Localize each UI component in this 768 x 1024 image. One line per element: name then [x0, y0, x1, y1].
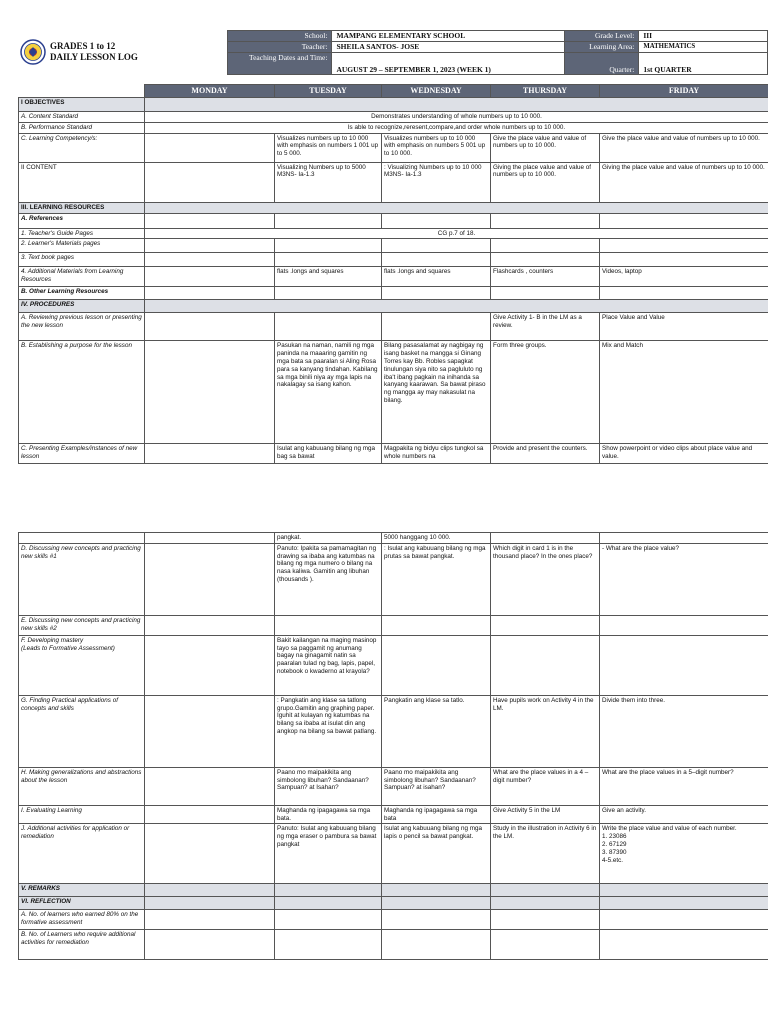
content-thursday: Giving the place value and value of numbers up to 10 000.	[491, 162, 600, 202]
lesson-table-page-2	[18, 532, 768, 960]
practical-label: G. Finding Practical applications of concepts and skills	[19, 695, 145, 767]
quarter-label: Quarter:	[565, 53, 639, 75]
reviewing-wednesday	[382, 313, 491, 341]
day-friday: FRIDAY	[600, 85, 768, 98]
evaluating-monday	[145, 805, 275, 824]
day-thursday: THURSDAY	[491, 85, 600, 98]
establishing-friday: Mix and Match	[600, 341, 768, 444]
evaluating-wednesday: Maghanda ng ipagagawa sa mga bata	[382, 805, 491, 824]
discussing-1-monday	[145, 543, 275, 615]
additional-activities-friday: Write the place value and value of each number. 1. 23086 2. 67129 3. 87390 4-5.etc.	[600, 824, 768, 884]
reviewing-thursday: Give Activity 1- B in the LM as a review.	[491, 313, 600, 341]
discussing-1-tuesday: Panuto: Ipakita sa pamamagitan ng drawing sa ibaba ang katumbas na bilang ng mga numero o bilang na nasa kaliwa. Gamitin ang libuhan (thousands ).	[275, 543, 382, 615]
grade-label: Grade Level:	[565, 31, 639, 42]
content-standard-label: A. Content Standard	[19, 112, 145, 123]
continued-monday	[145, 533, 275, 544]
competency-tuesday: Visualizes numbers up to 10 000 with emphasis on numbers 1 001 up to 5 000.	[275, 133, 382, 162]
additional-wednesday: flats .longs and squares	[382, 267, 491, 287]
practical-tuesday: : Pangkatin ang klase sa tatlong grupo.Gamitin ang graphing paper. Iguhit at kulayan ng katumbas na bilang sa ibaba at isulat din ang angkop na bilang sa bawat patlang.	[275, 695, 382, 767]
generalizations-friday: What are the place values in a 5–digit number?	[600, 767, 768, 805]
competency-friday: Give the place value and value of numbers up to 10 000.	[600, 133, 768, 162]
discussing-1-wednesday: : Isulat ang kabuuang bilang ng mga prutas sa bawat pangkat.	[382, 543, 491, 615]
practical-thursday: Have pupils work on Activity 4 in the LM.	[491, 695, 600, 767]
presenting-monday	[145, 444, 275, 464]
reflection-heading: VI. REFLECTION	[19, 897, 145, 910]
continued-thursday	[491, 533, 600, 544]
corner-cell	[19, 85, 145, 98]
additional-monday	[145, 267, 275, 287]
additional-tuesday: flats .longs and squares	[275, 267, 382, 287]
reviewing-friday: Place Value and Value	[600, 313, 768, 341]
continued-friday	[600, 533, 768, 544]
continued-tuesday: pangkat.	[275, 533, 382, 544]
additional-activities-wednesday: Isulat ang kabuuang bilang ng mga lapis o pencil sa bawat pangkat.	[382, 824, 491, 884]
evaluating-label: I. Evaluating Learning	[19, 805, 145, 824]
additional-activities-thursday: Study in the illustration in Activity 6 in the LM.	[491, 824, 600, 884]
mastery-label: F. Developing mastery (Leads to Formative Assessment)	[19, 635, 145, 695]
area-label: Learning Area:	[565, 42, 639, 53]
additional-friday: Videos, laptop	[600, 267, 768, 287]
evaluating-thursday: Give Activity 5 in the LM	[491, 805, 600, 824]
generalizations-tuesday: Paano mo maipakikita ang simbolong libuhan? Sandaanan? Sampuan? at Isahan?	[275, 767, 382, 805]
competency-wednesday: Visualizes numbers up to 10 000 with emphasis on numbers 5 001 up to 10 000.	[382, 133, 491, 162]
procedures-heading: IV. PROCEDURES	[19, 300, 145, 313]
quarter-value: 1st QUARTER	[639, 53, 768, 75]
mastery-monday	[145, 635, 275, 695]
continued-wednesday: 5000 hanggang 10 000.	[382, 533, 491, 544]
objectives-heading: I OBJECTIVES	[19, 98, 145, 112]
lm-label: 2. Learner's Materials pages	[19, 239, 145, 253]
generalizations-wednesday: Paano mo maipakikita ang simbolong libuhan? Sandaanan? Sampuan? at isahan?	[382, 767, 491, 805]
additional-activities-label: J. Additional activities for application or remediation	[19, 824, 145, 884]
reviewing-tuesday	[275, 313, 382, 341]
other-resources-label: B. Other Learning Resources	[19, 287, 145, 300]
practical-wednesday: Pangkatin ang klase sa tatlo.	[382, 695, 491, 767]
school-value: MAMPANG ELEMENTARY SCHOOL	[332, 31, 565, 42]
grade-value: III	[639, 31, 768, 42]
generalizations-label: H. Making generalizations and abstractions about the lesson	[19, 767, 145, 805]
reflection-b-label: B. No. of Learners who require additional activities for remediation	[19, 930, 145, 960]
discussing-2-label: E. Discussing new concepts and practicing new skills #2	[19, 615, 145, 635]
title-block	[18, 31, 228, 75]
establishing-wednesday: Bilang pasasalamat ay nagbigay ng isang basket na mangga si Ginang Torres kay Bb. Robles sapagkat tinulungan siya nito sa pagluluto ng iba't ibang pagkain na inihanda sa kanyang kaarawan. Sa bawat piraso ng mangga ay may nakasulat na bilang.	[382, 341, 491, 444]
content-tuesday: Visualizing Numbers up to 5000 M3NS- Ia-1.3	[275, 162, 382, 202]
day-wednesday: WEDNESDAY	[382, 85, 491, 98]
area-value: MATHEMATICS	[639, 42, 768, 53]
teacher-value: SHEILA SANTOS- JOSE	[332, 42, 565, 53]
tg-label: 1. Teacher's Guide Pages	[19, 228, 145, 239]
day-tuesday: TUESDAY	[275, 85, 382, 98]
presenting-label: C. Presenting Examples/instances of new lesson	[19, 444, 145, 464]
establishing-monday	[145, 341, 275, 444]
competency-thursday: Give the place value and value of numbers up to 10 000.	[491, 133, 600, 162]
additional-materials-label: 4. Additional Materials from Learning Resources	[19, 267, 145, 287]
content-friday: Giving the place value and value of numbers up to 10 000.	[600, 162, 768, 202]
day-monday: MONDAY	[145, 85, 275, 98]
competency-label: C. Learning Competency/s:	[19, 133, 145, 162]
additional-activities-tuesday: Panuto: Isulat ang kabuuang bilang ng mga eraser o pambura sa bawat pangkat	[275, 824, 382, 884]
title-line-2: DAILY LESSON LOG	[50, 51, 138, 62]
title-line-1: GRADES 1 to 12	[50, 40, 116, 51]
content-wednesday: : Visualizing Numbers up to 10 000 M3NS- Ia-1.3	[382, 162, 491, 202]
additional-activities-monday	[145, 824, 275, 884]
evaluating-friday: Give an activity.	[600, 805, 768, 824]
establishing-thursday: Form three groups.	[491, 341, 600, 444]
mastery-friday	[600, 635, 768, 695]
reviewing-label: A. Reviewing previous lesson or presenting the new lesson	[19, 313, 145, 341]
generalizations-thursday: What are the place values in a 4 –digit number?	[491, 767, 600, 805]
discussing-1-label: D. Discussing new concepts and practicing new skills #1	[19, 543, 145, 615]
lesson-table-page-1	[18, 84, 768, 464]
school-label: School:	[228, 31, 332, 42]
references-label: A. References	[19, 213, 145, 228]
teacher-label: Teacher:	[228, 42, 332, 53]
performance-standard-value: Is able to recognize,reresent,compare,and order whole numbers up to 10 000.	[145, 122, 768, 133]
performance-standard-label: B. Performance Standard	[19, 122, 145, 133]
presenting-thursday: Provide and present the counters.	[491, 444, 600, 464]
resources-heading: III. LEARNING RESOURCES	[19, 202, 145, 213]
mastery-thursday	[491, 635, 600, 695]
reviewing-monday	[145, 313, 275, 341]
mastery-tuesday: Bakit kailangan na maging masinop tayo sa paggamit ng anumang bagay na ginagamit natin sa paaralan tulad ng bag, lapis, papel, notebook o kwaderno at krayola?	[275, 635, 382, 695]
content-label: II CONTENT	[19, 162, 145, 202]
dates-label: Teaching Dates and Time:	[228, 53, 332, 75]
deped-seal-icon	[20, 39, 46, 65]
evaluating-tuesday: Maghanda ng ipagagawa sa mga bata.	[275, 805, 382, 824]
presenting-friday: Show powerpoint or video clips about place value and value.	[600, 444, 768, 464]
discussing-1-friday: - What are the place value?	[600, 543, 768, 615]
textbook-label: 3. Text book pages	[19, 253, 145, 267]
practical-monday	[145, 695, 275, 767]
header-table	[18, 30, 768, 75]
discussing-1-thursday: Which digit in card 1 is in the thousand place? In the ones place?	[491, 543, 600, 615]
remarks-heading: V. REMARKS	[19, 884, 145, 897]
establishing-tuesday: Pasukan na naman, namili ng mga paninda na maaaring gamitin ng mga bata sa paaralan si Aling Rosa para sa kanyang tindahan. Kabilang sa mga binili niya ay mga lapis na nakalagay sa isang kahon.	[275, 341, 382, 444]
dates-value: AUGUST 29 – SEPTEMBER 1, 2023 (WEEK 1)	[332, 53, 565, 75]
practical-friday: Divide them into three.	[600, 695, 768, 767]
content-standard-value: Demonstrates understanding of whole numbers up to 10 000.	[145, 112, 768, 123]
establishing-label: B. Establishing a purpose for the lesson	[19, 341, 145, 444]
presenting-tuesday: Isulat ang kabuuang bilang ng mga bag sa bawat	[275, 444, 382, 464]
mastery-wednesday	[382, 635, 491, 695]
presenting-wednesday: Magpakita ng bidyu clips tungkol sa whole numbers na	[382, 444, 491, 464]
competency-monday	[145, 133, 275, 162]
tg-value: CG p.7 of 18.	[145, 228, 768, 239]
content-monday	[145, 162, 275, 202]
generalizations-monday	[145, 767, 275, 805]
additional-thursday: Flashcards , counters	[491, 267, 600, 287]
reflection-a-label: A. No. of learners who earned 80% on the formative assessment	[19, 910, 145, 930]
